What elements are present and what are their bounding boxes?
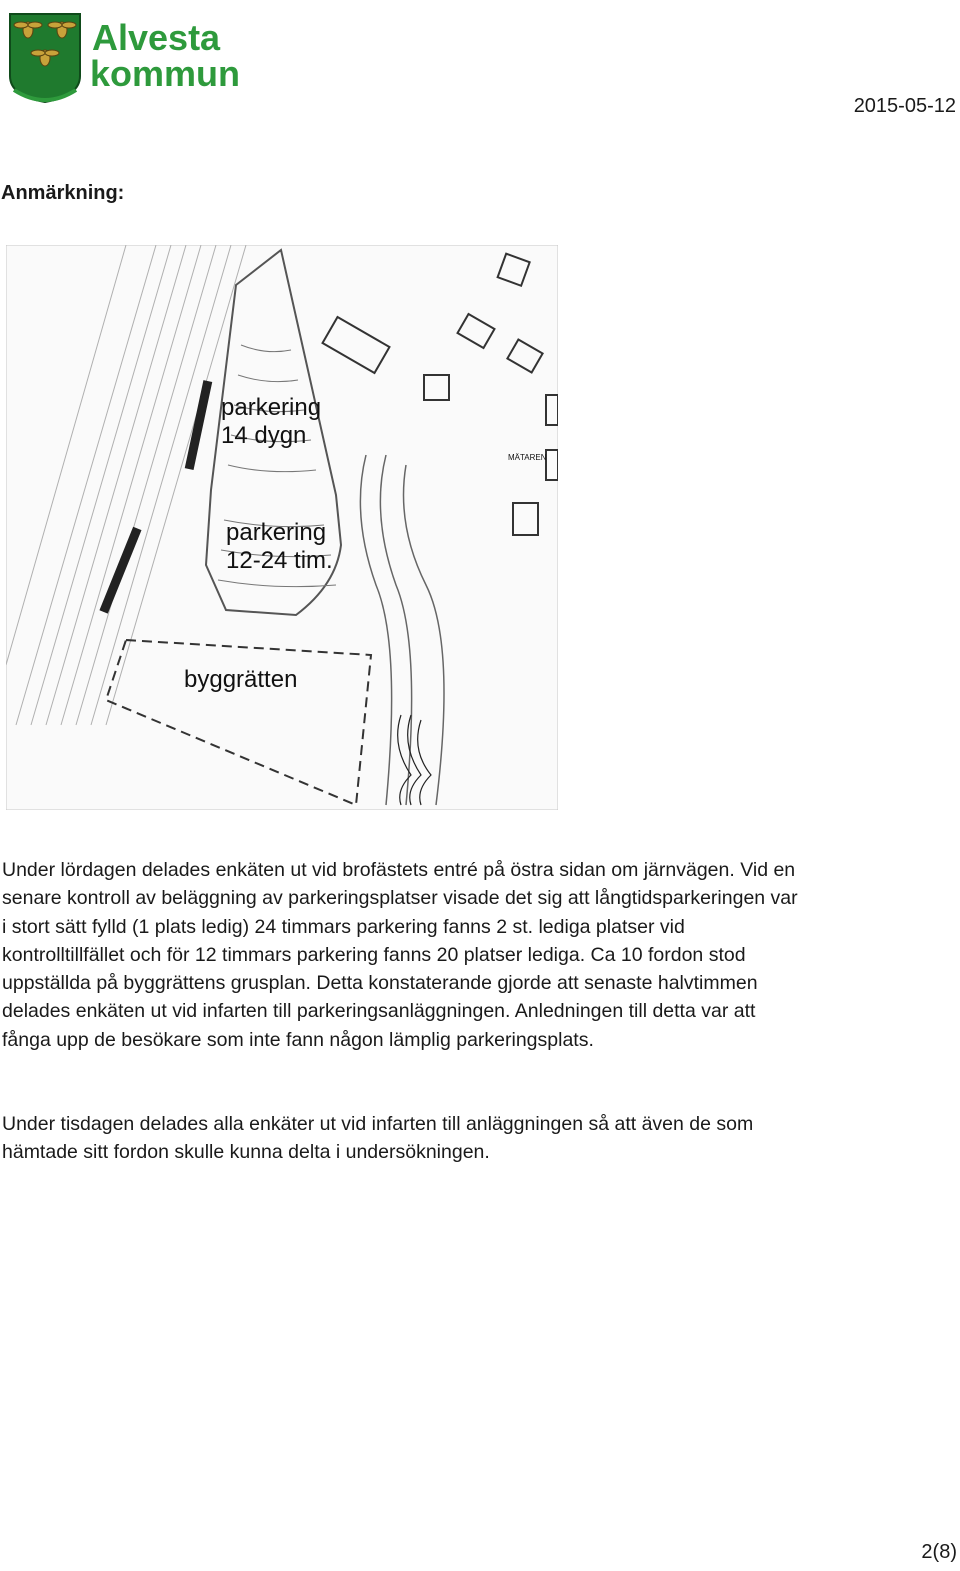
map-label-long-term-2: 14 dygn — [221, 422, 307, 449]
map-label-short-term-2: 12-24 tim. — [226, 547, 333, 574]
paragraph-tuesday: Under tisdagen delades alla enkäter ut vid infarten till anläggningen så att även de som hämtade sitt fordon skulle kunna delta i undersökningen. — [2, 1113, 754, 1164]
coat-of-arms-icon — [6, 10, 256, 106]
document-date: 2015-05-12 — [853, 95, 956, 117]
map-label-building-right: byggrätten — [184, 666, 298, 693]
map-street-name: MÄTAREN — [508, 453, 547, 462]
logo-line1: Alvesta — [92, 17, 221, 58]
section-heading: Anmärkning: — [1, 182, 125, 204]
page-number: 2(8) — [921, 1541, 957, 1563]
map-label-long-term-1: parkering — [221, 394, 322, 421]
paragraph-saturday: Under lördagen delades enkäten ut vid brofästets entré på östra sidan om järnvägen. Vid en senare kontroll av beläggning av parkeringsplatser visade det sig att långtidsparkeringen var i stort sätt fylld (1 plats ledig) 24 timmars parkering fanns 2 st. lediga platser vid kontrolltillfället och för 12 timmars parkering fanns 20 platser lediga. Ca 10 fordon stod uppställda på byggrättens grusplan. Detta konstaterande gjorde att senaste halvtimmen delades enkäten ut vid infarten till parkeringsanläggningen. Anledningen till detta var att fånga upp de besökare som inte fann någon lämplig parkeringsplats. — [2, 859, 798, 1051]
site-plan-map — [6, 245, 558, 810]
logo-line2: kommun — [90, 53, 241, 94]
map-label-short-term-1: parkering — [226, 519, 327, 546]
alvesta-kommun-logo — [6, 10, 256, 106]
